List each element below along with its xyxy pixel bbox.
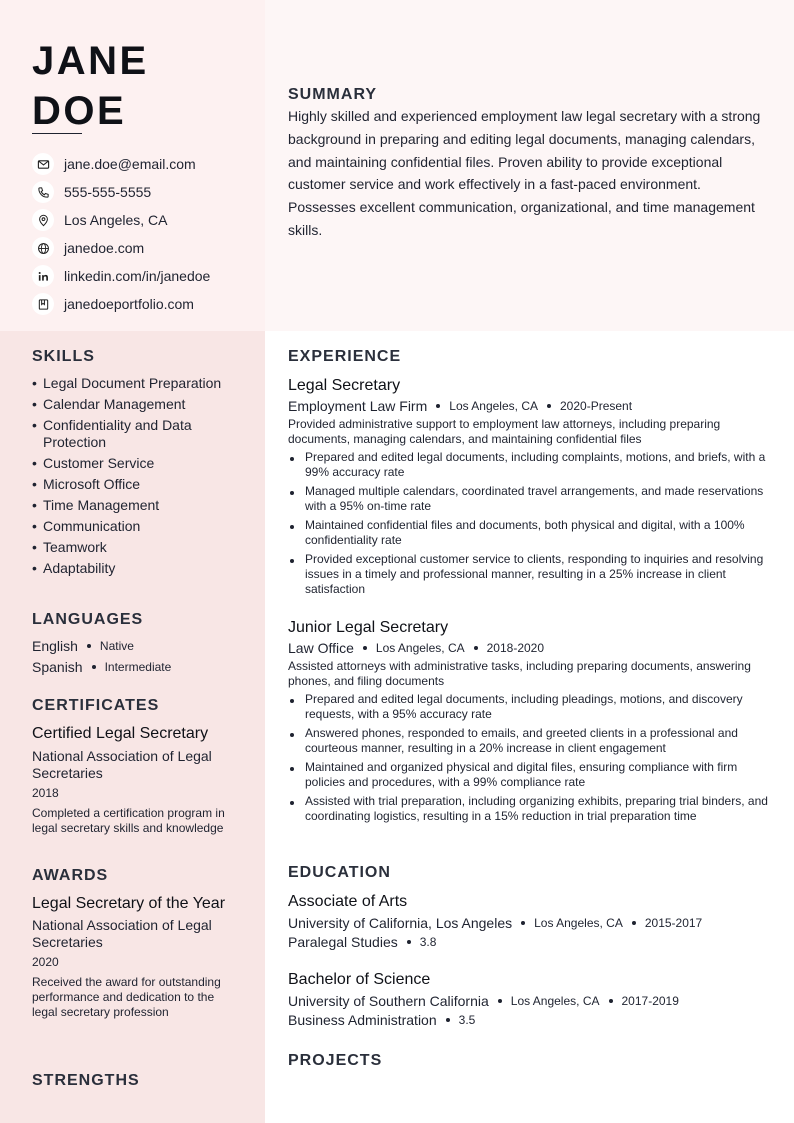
education-heading: EDUCATION (288, 864, 391, 881)
language-level: Native (99, 639, 134, 653)
phone-icon (32, 181, 54, 203)
portfolio-icon (32, 293, 54, 315)
separator-dot (498, 999, 502, 1003)
job-meta (288, 640, 772, 656)
contact-text: linkedin.com/in/janedoe (64, 268, 211, 284)
award-description: Received the award for outstanding performance and dedication to the legal secretary profession (32, 975, 221, 1019)
language-row (32, 638, 134, 654)
contact-portfolio[interactable] (32, 290, 210, 318)
certificate-description: Completed a certification program in legal secretary skills and knowledge (32, 806, 225, 835)
contact-text: 555-555-5555 (64, 184, 152, 200)
job-achievements (288, 692, 772, 824)
first-name: JANE (32, 39, 149, 83)
contact-text: jane.doe@email.com (64, 156, 196, 172)
degree-name: Associate of Arts (288, 893, 408, 910)
experience-entry (288, 376, 772, 601)
certificate-name: Certified Legal Secretary (32, 725, 209, 742)
contact-location (32, 206, 210, 234)
company-name: Employment Law Firm (288, 398, 428, 414)
separator-dot (92, 665, 96, 669)
mail-icon (32, 153, 54, 175)
certificates-heading: CERTIFICATES (32, 697, 160, 714)
achievement-item: Prepared and edited legal documents, including complaints, motions, and briefs, with a 99% accuracy rate (288, 450, 772, 480)
school-location: Los Angeles, CA (534, 916, 623, 930)
separator-dot (446, 1018, 450, 1022)
summary-heading: SUMMARY (288, 86, 378, 103)
job-dates: 2018-2020 (486, 641, 545, 655)
achievement-item: Answered phones, responded to emails, and greeted clients in a professional and courteous manner, resulting in a 20% increase in client engagement (288, 726, 772, 756)
education-entry (288, 970, 772, 1028)
contact-text: janedoe.com (64, 240, 145, 256)
skill-item: • Communication (32, 518, 252, 535)
language-row (32, 659, 171, 675)
skill-item: • Microsoft Office (32, 476, 252, 493)
job-title: Junior Legal Secretary (288, 619, 449, 636)
separator-dot (87, 644, 91, 648)
job-dates: 2020-Present (560, 399, 633, 413)
contact-text: Los Angeles, CA (64, 212, 168, 228)
achievement-item: Prepared and edited legal documents, including pleadings, motions, and discovery requests, with a 95% accuracy rate (288, 692, 772, 722)
award-issuer: National Association of Legal Secretaries (32, 917, 212, 950)
separator-dot (407, 940, 411, 944)
skill-item: • Calendar Management (32, 396, 252, 413)
separator-dot (474, 646, 478, 650)
contact-text: janedoeportfolio.com (64, 296, 194, 312)
contact-website[interactable] (32, 234, 210, 262)
language-name: English (32, 638, 78, 654)
education-dates: 2015-2017 (644, 916, 703, 930)
field-of-study: Business Administration (288, 1012, 437, 1028)
separator-dot (436, 404, 440, 408)
globe-icon (32, 237, 54, 259)
education-meta (288, 915, 772, 931)
skill-item: • Confidentiality and Data Protection (32, 417, 252, 451)
job-title: Legal Secretary (288, 377, 401, 394)
skill-item: • Teamwork (32, 539, 252, 556)
education-field-row (288, 1012, 772, 1028)
school-name: University of Southern California (288, 993, 489, 1009)
achievement-item: Maintained confidential files and documents, both physical and digital, with a 100% confidentiality rate (288, 518, 772, 548)
skill-item: • Adaptability (32, 560, 252, 577)
skill-item: • Customer Service (32, 455, 252, 472)
projects-heading: PROJECTS (288, 1052, 383, 1069)
skill-item: • Legal Document Preparation (32, 375, 252, 392)
job-description: Assisted attorneys with administrative tasks, including preparing documents, answering phones, and filing documents (288, 659, 751, 688)
contact-email[interactable] (32, 150, 210, 178)
experience-entry (288, 618, 772, 828)
job-description: Provided administrative support to employment law attorneys, including preparing documents, managing calendars, and maintaining confidential files (288, 417, 721, 446)
separator-dot (363, 646, 367, 650)
job-location: Los Angeles, CA (449, 399, 538, 413)
candidate-name (32, 36, 149, 136)
last-name: DOE (32, 89, 127, 133)
contact-phone[interactable] (32, 178, 210, 206)
education-meta (288, 993, 772, 1009)
language-level: Intermediate (104, 660, 172, 674)
certificate-entry (32, 724, 237, 836)
education-field-row (288, 934, 772, 950)
skills-heading: SKILLS (32, 348, 95, 365)
award-entry (32, 894, 237, 1020)
contact-list (32, 150, 210, 318)
field-of-study: Paralegal Studies (288, 934, 398, 950)
contact-linkedin[interactable] (32, 262, 210, 290)
award-year: 2020 (32, 955, 59, 969)
achievement-item: Maintained and organized physical and digital files, ensuring compliance with firm policies and procedures, with a 99% compliance rate (288, 760, 772, 790)
separator-dot (547, 404, 551, 408)
education-entry (288, 892, 772, 950)
gpa: 3.8 (419, 935, 437, 949)
name-divider (32, 133, 82, 134)
company-name: Law Office (288, 640, 354, 656)
awards-heading: AWARDS (32, 867, 109, 884)
job-location: Los Angeles, CA (375, 641, 465, 655)
separator-dot (609, 999, 613, 1003)
job-meta (288, 398, 772, 414)
separator-dot (521, 921, 525, 925)
achievement-item: Assisted with trial preparation, including organizing exhibits, preparing trial binders, and coordinating logistics, resulting in a 15% reduction in trial preparation time (288, 794, 772, 824)
achievement-item: Managed multiple calendars, coordinated travel arrangements, and made reservations with a 95% on-time rate (288, 484, 772, 514)
school-location: Los Angeles, CA (510, 994, 600, 1008)
certificate-issuer: National Association of Legal Secretaries (32, 748, 212, 781)
separator-dot (632, 921, 636, 925)
languages-heading: LANGUAGES (32, 611, 144, 628)
gpa: 3.5 (458, 1013, 476, 1027)
skill-item: • Time Management (32, 497, 252, 514)
skills-list (32, 375, 252, 581)
degree-name: Bachelor of Science (288, 971, 431, 988)
education-dates: 2017-2019 (621, 994, 679, 1008)
language-name: Spanish (32, 659, 83, 675)
school-name: University of California, Los Angeles (288, 915, 513, 931)
award-name: Legal Secretary of the Year (32, 895, 226, 912)
job-achievements (288, 450, 772, 597)
certificate-year: 2018 (32, 786, 59, 800)
strengths-heading: STRENGTHS (32, 1072, 140, 1089)
location-pin-icon (32, 209, 54, 231)
summary-text: Highly skilled and experienced employment law legal secretary with a strong background in preparing and editing legal documents, managing calendars, and maintaining confidential files. Proven ability to provide exceptional customer service and work effectively in a fast-paced environment. Possesses excellent communication, organizational, and time management skills. (288, 108, 761, 238)
linkedin-icon (32, 265, 54, 287)
achievement-item: Provided exceptional customer service to clients, responding to inquiries and resolving issues in a timely and professional manner, resulting in a 25% increase in client satisfaction (288, 552, 772, 597)
experience-heading: EXPERIENCE (288, 348, 402, 365)
